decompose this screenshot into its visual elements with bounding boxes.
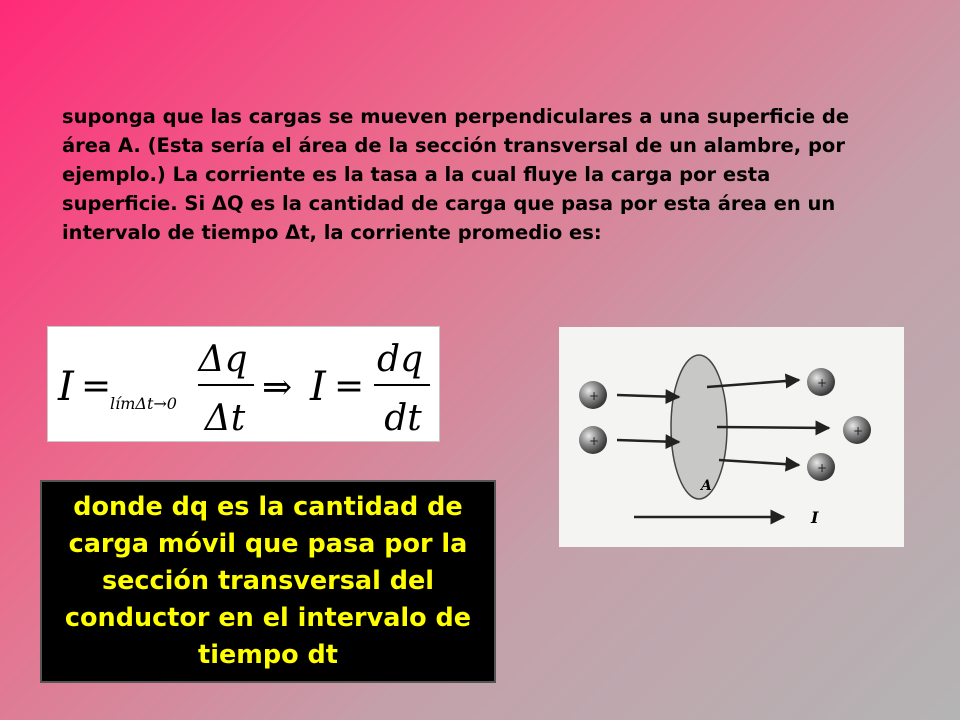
flow-arrow-5 xyxy=(719,460,799,465)
formula-implies: ⇒ xyxy=(262,367,293,408)
formula-limit: límΔt→0 xyxy=(110,394,177,413)
charge-flow-figure xyxy=(559,327,904,547)
intro-paragraph: suponga que las cargas se mueven perpendiculares a una superficie de área A. (Esta sería el área de la sección transversal de un alambre, por ejemplo.) La corriente es la tasa a la cual fluye la carga por esta superficie. Si ΔQ es la cantidad de carga que pasa por esta área en un intervalo de tiempo Δt, la corriente promedio es: xyxy=(62,105,850,244)
surface-label: A xyxy=(701,478,712,494)
svg-text:+: + xyxy=(589,434,600,448)
formula-denominator-1: Δt xyxy=(204,398,246,439)
formula-equals-2: = xyxy=(334,366,365,407)
flow-arrow-4 xyxy=(717,427,829,428)
charge-left-2 xyxy=(579,426,607,454)
figure-svg xyxy=(559,327,904,547)
formula-lhs-2: I xyxy=(310,364,326,410)
formula-lhs: I xyxy=(58,364,74,410)
charge-right-1 xyxy=(807,368,835,396)
definition-box xyxy=(40,480,496,683)
formula-numerator-2: dq xyxy=(376,339,424,380)
svg-text:+: + xyxy=(853,424,864,438)
charge-right-2 xyxy=(843,416,871,444)
formula-equals: = xyxy=(81,366,112,407)
current-label: I xyxy=(811,508,819,527)
svg-text:+: + xyxy=(589,389,600,403)
charge-left-1 xyxy=(579,381,607,409)
current-formula xyxy=(47,326,440,442)
svg-text:+: + xyxy=(817,376,828,390)
charge-right-3 xyxy=(807,453,835,481)
flow-arrow-1 xyxy=(617,395,679,397)
svg-text:+: + xyxy=(817,461,828,475)
formula-numerator-1: Δq xyxy=(198,339,248,380)
definition-text: donde dq es la cantidad de carga móvil que pasa por la sección transversal del conductor en el intervalo de tiempo dt xyxy=(64,492,472,670)
flow-arrow-2 xyxy=(617,440,679,442)
formula-denominator-2: dt xyxy=(384,398,422,439)
formula-svg xyxy=(48,327,439,441)
